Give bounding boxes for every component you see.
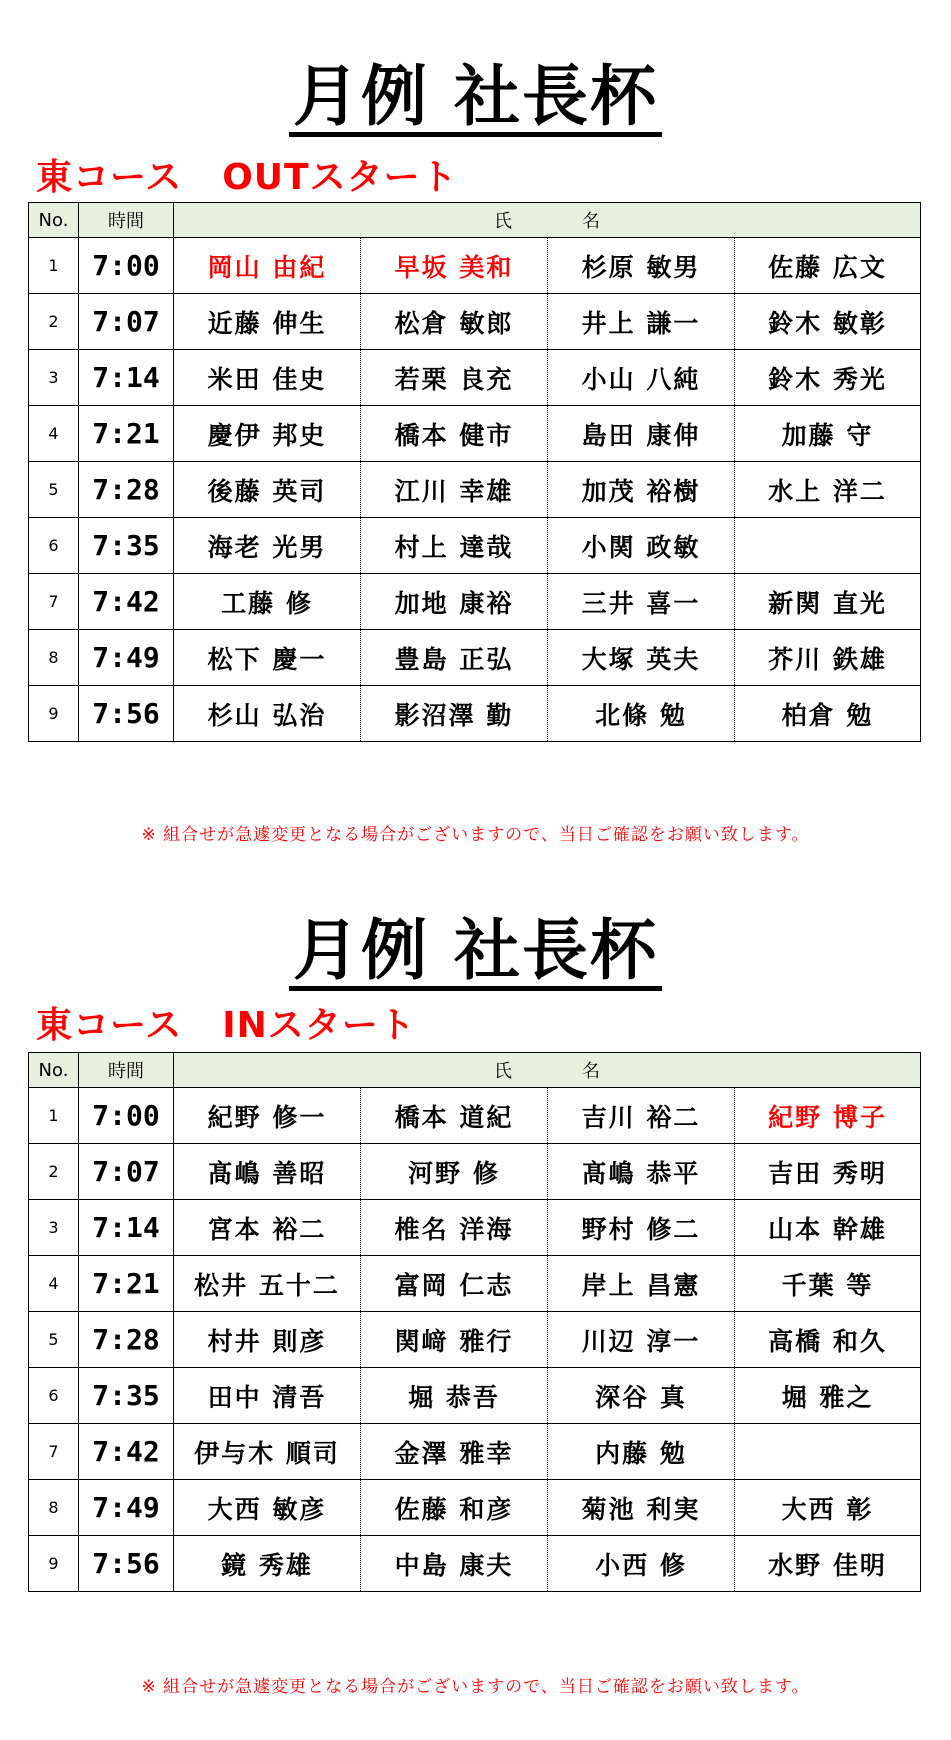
row-number: 6 — [29, 518, 79, 574]
player-name: 若栗 良充 — [361, 350, 548, 406]
row-number: 4 — [29, 406, 79, 462]
row-number: 4 — [29, 1256, 79, 1312]
player-name: 中島 康夫 — [361, 1536, 548, 1592]
table-row — [29, 238, 921, 294]
tee-time: 7:49 — [79, 1480, 174, 1536]
header-time: 時間 — [79, 1053, 174, 1088]
table-row — [29, 294, 921, 350]
player-name: 杉原 敏男 — [548, 238, 735, 294]
player-name: 水上 洋二 — [735, 462, 921, 518]
row-number: 3 — [29, 350, 79, 406]
player-name: 紀野 博子 — [735, 1088, 921, 1144]
table-row — [29, 1144, 921, 1200]
header-no: No. — [29, 1053, 79, 1088]
player-name: 関﨑 雅行 — [361, 1312, 548, 1368]
player-name: 江川 幸雄 — [361, 462, 548, 518]
player-name: 慶伊 邦史 — [174, 406, 361, 462]
player-name: 川辺 淳一 — [548, 1312, 735, 1368]
player-name: 大塚 英夫 — [548, 630, 735, 686]
player-name: 鏡 秀雄 — [174, 1536, 361, 1592]
table-header-row — [29, 1053, 921, 1088]
player-name: 岸上 昌憲 — [548, 1256, 735, 1312]
player-name: 松井 五十二 — [174, 1256, 361, 1312]
table-row — [29, 1480, 921, 1536]
player-name: 加地 康裕 — [361, 574, 548, 630]
player-name: 松倉 敏郎 — [361, 294, 548, 350]
notice-text: ※ 組合せが急遽変更となる場合がございますので、当日ご確認をお願い致します。 — [141, 825, 810, 845]
player-name: 水野 佳明 — [735, 1536, 921, 1592]
player-name: 小山 八純 — [548, 350, 735, 406]
course-name: 東コース — [36, 1005, 183, 1046]
table-row — [29, 462, 921, 518]
row-number: 1 — [29, 1088, 79, 1144]
player-name: 影沼澤 勤 — [361, 686, 548, 742]
player-name: 鈴木 秀光 — [735, 350, 921, 406]
player-name: 紀野 修一 — [174, 1088, 361, 1144]
tee-time: 7:00 — [79, 238, 174, 294]
player-name: 杉山 弘治 — [174, 686, 361, 742]
player-name: 金澤 雅幸 — [361, 1424, 548, 1480]
player-name: 新関 直光 — [735, 574, 921, 630]
course-heading — [36, 1005, 416, 1046]
pairing-table-out — [28, 202, 921, 742]
start-label: INスタート — [222, 1005, 416, 1046]
player-name — [735, 1424, 921, 1480]
player-name: 野村 修二 — [548, 1200, 735, 1256]
row-number: 6 — [29, 1368, 79, 1424]
tee-time: 7:21 — [79, 406, 174, 462]
player-name: 佐藤 和彦 — [361, 1480, 548, 1536]
table-row — [29, 1256, 921, 1312]
player-name: 堀 雅之 — [735, 1368, 921, 1424]
row-number: 5 — [29, 462, 79, 518]
player-name: 柏倉 勉 — [735, 686, 921, 742]
player-name: 高橋 和久 — [735, 1312, 921, 1368]
player-name: 早坂 美和 — [361, 238, 548, 294]
player-name: 大西 彰 — [735, 1480, 921, 1536]
player-name: 吉川 裕二 — [548, 1088, 735, 1144]
table-header-row — [29, 203, 921, 238]
player-name: 後藤 英司 — [174, 462, 361, 518]
start-label: OUTスタート — [222, 157, 458, 198]
player-name: 島田 康伸 — [548, 406, 735, 462]
pairing-table-in — [28, 1052, 921, 1592]
player-name: 髙嶋 恭平 — [548, 1144, 735, 1200]
player-name: 松下 慶一 — [174, 630, 361, 686]
table-row — [29, 350, 921, 406]
tee-time: 7:56 — [79, 1536, 174, 1592]
player-name: 髙嶋 善昭 — [174, 1144, 361, 1200]
player-name: 大西 敏彦 — [174, 1480, 361, 1536]
player-name: 加藤 守 — [735, 406, 921, 462]
player-name: 小西 修 — [548, 1536, 735, 1592]
page-title: 月例 社長杯 — [0, 918, 951, 991]
table-row — [29, 406, 921, 462]
player-name: 井上 謙一 — [548, 294, 735, 350]
notice-text: ※ 組合せが急遽変更となる場合がございますので、当日ご確認をお願い致します。 — [141, 1677, 810, 1697]
tee-time: 7:28 — [79, 1312, 174, 1368]
table-row — [29, 574, 921, 630]
row-number: 2 — [29, 294, 79, 350]
course-heading — [36, 157, 458, 198]
row-number: 7 — [29, 574, 79, 630]
tee-time: 7:14 — [79, 1200, 174, 1256]
row-number: 7 — [29, 1424, 79, 1480]
course-name: 東コース — [36, 157, 183, 198]
player-name: 富岡 仁志 — [361, 1256, 548, 1312]
player-name: 橋本 道紀 — [361, 1088, 548, 1144]
player-name: 伊与木 順司 — [174, 1424, 361, 1480]
row-number: 9 — [29, 686, 79, 742]
player-name: 鈴木 敏彰 — [735, 294, 921, 350]
table-row — [29, 1088, 921, 1144]
player-name: 吉田 秀明 — [735, 1144, 921, 1200]
tee-time: 7:35 — [79, 518, 174, 574]
player-name — [735, 518, 921, 574]
player-name: 豊島 正弘 — [361, 630, 548, 686]
table-row — [29, 630, 921, 686]
tee-time: 7:07 — [79, 1144, 174, 1200]
row-number: 3 — [29, 1200, 79, 1256]
tee-time: 7:42 — [79, 574, 174, 630]
player-name: 河野 修 — [361, 1144, 548, 1200]
player-name: 米田 佳史 — [174, 350, 361, 406]
player-name: 内藤 勉 — [548, 1424, 735, 1480]
player-name: 岡山 由紀 — [174, 238, 361, 294]
table-row — [29, 1368, 921, 1424]
player-name: 堀 恭吾 — [361, 1368, 548, 1424]
player-name: 千葉 等 — [735, 1256, 921, 1312]
row-number: 9 — [29, 1536, 79, 1592]
player-name: 菊池 利実 — [548, 1480, 735, 1536]
player-name: 三井 喜一 — [548, 574, 735, 630]
header-time: 時間 — [79, 203, 174, 238]
table-row — [29, 1424, 921, 1480]
player-name: 橋本 健市 — [361, 406, 548, 462]
player-name: 宮本 裕二 — [174, 1200, 361, 1256]
player-name: 近藤 伸生 — [174, 294, 361, 350]
tee-time: 7:07 — [79, 294, 174, 350]
player-name: 加茂 裕樹 — [548, 462, 735, 518]
tee-time: 7:42 — [79, 1424, 174, 1480]
table-row — [29, 1536, 921, 1592]
player-name: 芥川 鉄雄 — [735, 630, 921, 686]
player-name: 工藤 修 — [174, 574, 361, 630]
page-title: 月例 社長杯 — [0, 64, 951, 137]
tee-time: 7:49 — [79, 630, 174, 686]
table-row — [29, 1312, 921, 1368]
table-row — [29, 518, 921, 574]
row-number: 1 — [29, 238, 79, 294]
tee-time: 7:00 — [79, 1088, 174, 1144]
player-name: 佐藤 広文 — [735, 238, 921, 294]
table-row — [29, 1200, 921, 1256]
row-number: 5 — [29, 1312, 79, 1368]
player-name: 田中 清吾 — [174, 1368, 361, 1424]
player-name: 村井 則彦 — [174, 1312, 361, 1368]
row-number: 8 — [29, 1480, 79, 1536]
table-row — [29, 686, 921, 742]
player-name: 山本 幹雄 — [735, 1200, 921, 1256]
player-name: 小関 政敏 — [548, 518, 735, 574]
player-name: 村上 達哉 — [361, 518, 548, 574]
header-name: 氏 名 — [174, 1053, 921, 1088]
row-number: 8 — [29, 630, 79, 686]
player-name: 海老 光男 — [174, 518, 361, 574]
header-no: No. — [29, 203, 79, 238]
player-name: 北條 勉 — [548, 686, 735, 742]
tee-time: 7:21 — [79, 1256, 174, 1312]
tee-time: 7:28 — [79, 462, 174, 518]
tee-time: 7:14 — [79, 350, 174, 406]
tee-time: 7:35 — [79, 1368, 174, 1424]
row-number: 2 — [29, 1144, 79, 1200]
player-name: 椎名 洋海 — [361, 1200, 548, 1256]
header-name: 氏 名 — [174, 203, 921, 238]
player-name: 深谷 真 — [548, 1368, 735, 1424]
tee-time: 7:56 — [79, 686, 174, 742]
